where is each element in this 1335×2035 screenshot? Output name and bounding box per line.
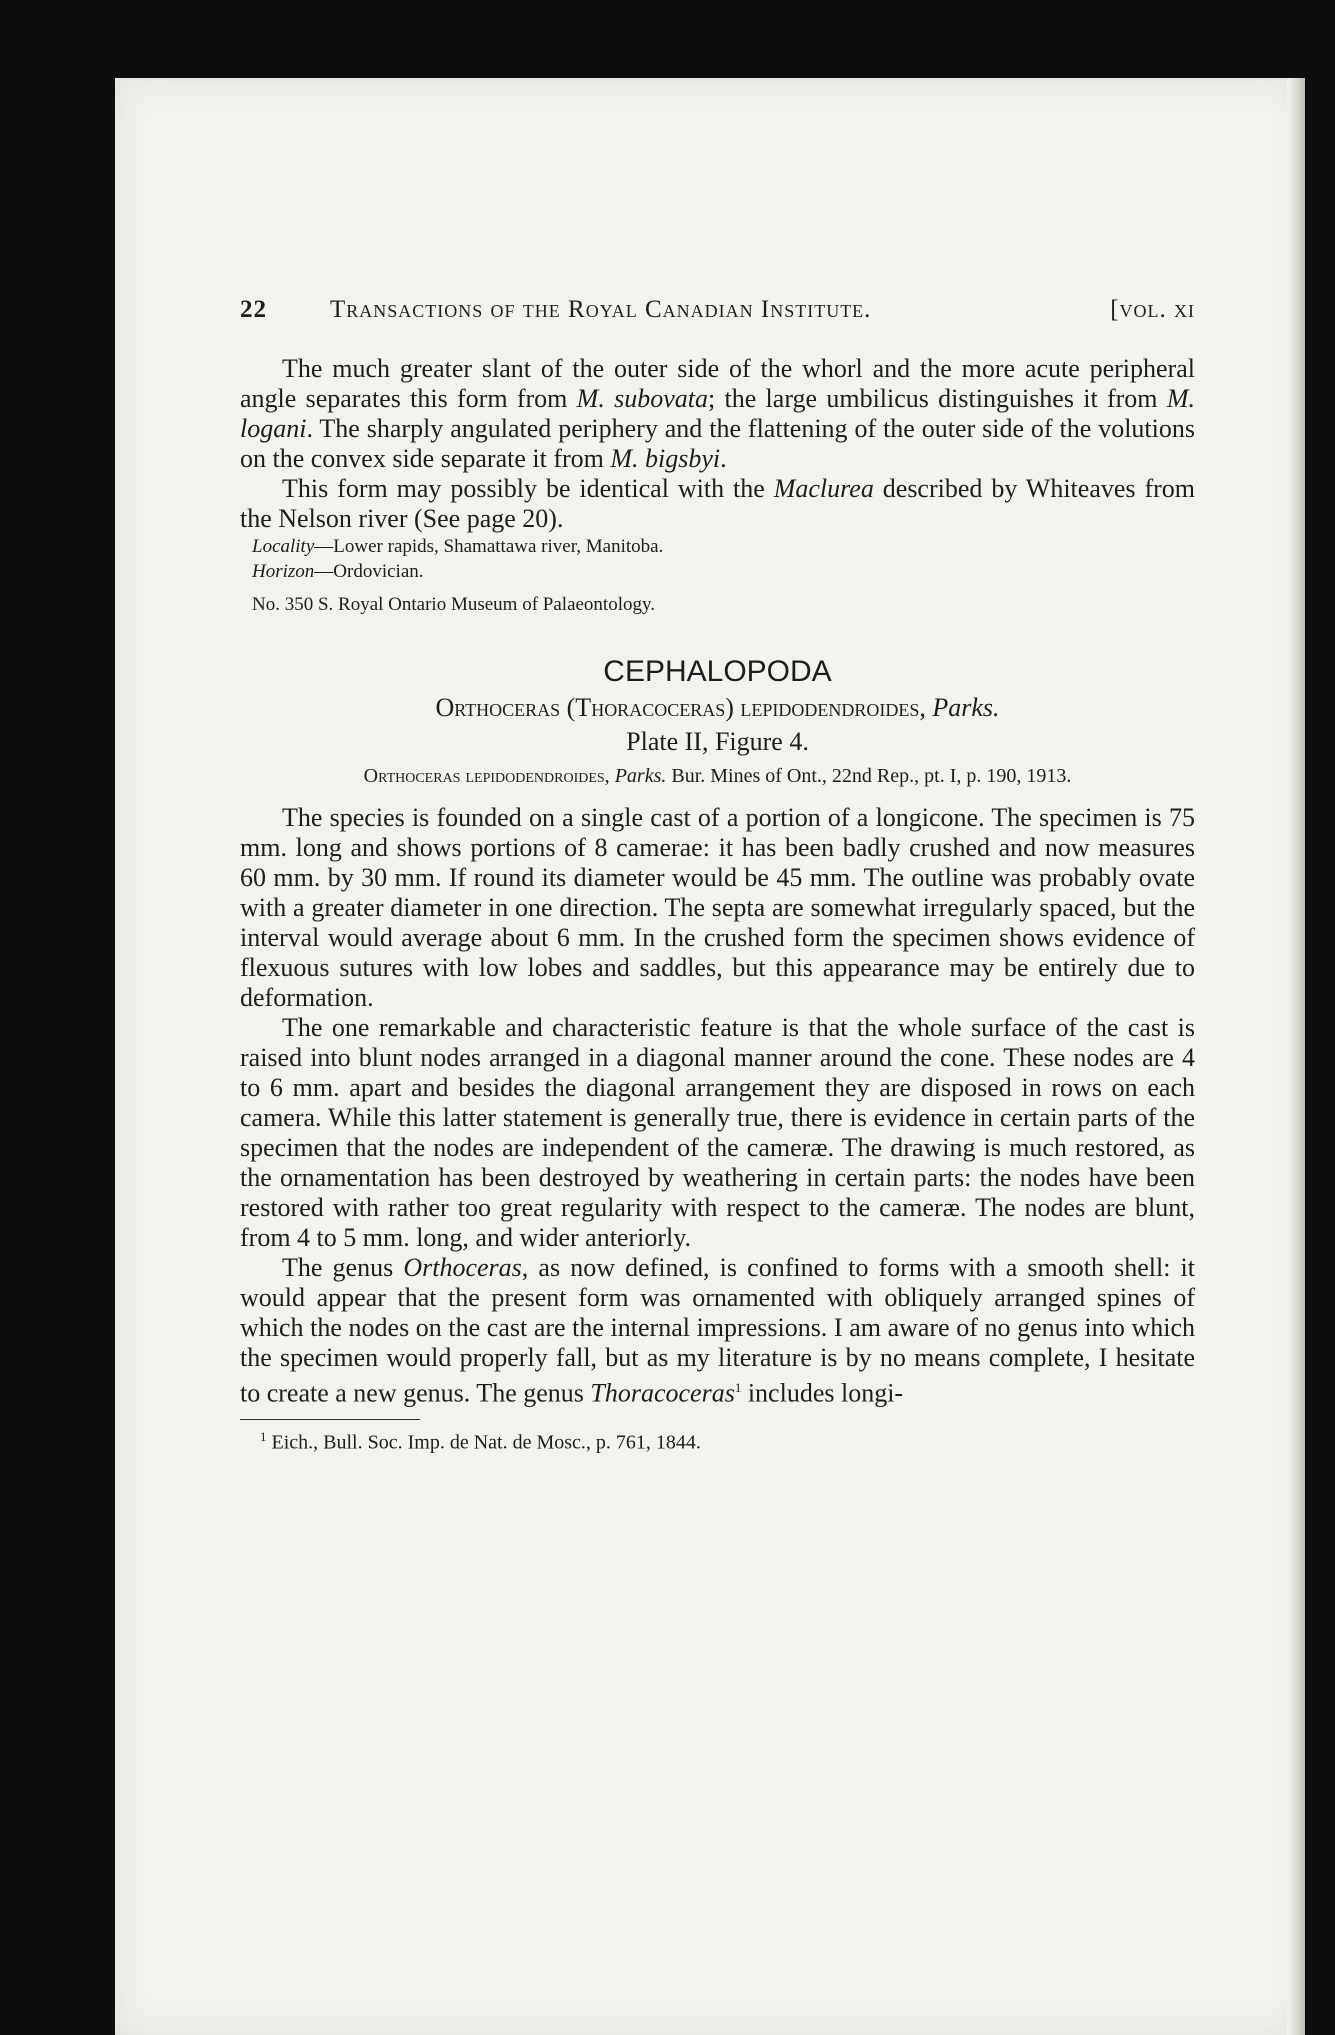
locality-line: Locality—Lower rapids, Shamattawa river, Manitoba. [252,536,664,557]
page-edge [1287,78,1305,2035]
running-head [240,292,1195,328]
description-paragraph-1: The species is founded on a single cast of a portion of a longicone. The specimen is 75 mm. long and shows portions of 8 camerae: it has been badly crushed and now measures 60 mm. by 30 mm. If round its diameter would be 45 mm. The outline was probably ovate with a greater diameter in one direction. The septa are somewhat irregularly spaced, but the interval would average about 6 mm. In the crushed form the specimen shows evidence of flexuous sutures with low lobes and saddles, but this appearance may be entirely due to deformation. [240,803,1195,1012]
horizon-line: Horizon—Ordovician. [252,561,424,582]
museum-line: No. 350 S. Royal Ontario Museum of Palaeontology. [252,594,656,615]
body-text [240,354,1195,1455]
section-heading: CEPHALOPODA [603,655,832,688]
plate-reference: Plate II, Figure 4. [626,727,809,756]
intro-paragraph-1: The much greater slant of the outer side of the whorl and the more acute peripheral angle separates this form from M. subovata; the large umbilicus distinguishes it from M. logani. The sharply angulated periphery and the flattening of the outer side of the volutions on the convex side separate it from M. bigsbyi. [240,354,1195,473]
synonymy: Orthoceras lepidodendroides, Parks. Bur. Mines of Ont., 22nd Rep., pt. I, p. 190, 1913. [363,765,1072,787]
running-title: Transactions of the Royal Canadian Institute. [330,296,872,323]
species-title: Orthoceras (Thoracoceras) lepidodendroides, Parks. [435,693,1000,722]
page-number: 22 [240,296,267,323]
footnote-rule [240,1419,420,1420]
volume-label: [vol. xi [1110,296,1195,323]
intro-paragraph-2: This form may possibly be identical with the Maclurea described by Whiteaves from the Nelson river (See page 20). [240,474,1195,533]
description-paragraph-2: The one remarkable and characteristic feature is that the whole surface of the cast is raised into blunt nodes arranged in a diagonal manner around the cone. These nodes are 4 to 6 mm. apart and besides the diagonal arrangement they are disposed in rows on each camera. While this latter statement is generally true, there is evidence in certain parts of the specimen that the nodes are independent of the cameræ. The drawing is much restored, as the ornamentation has been destroyed by weathering in certain parts: the nodes have been restored with rather too great regularity with respect to the cameræ. The nodes are blunt, from 4 to 5 mm. long, and wider anteriorly. [240,1013,1195,1252]
spacer [240,789,1195,803]
footnote: $^1$ Eich., Bull. Soc. Imp. de Nat. de Mosc., p. 761, 1844. [260,1428,701,1454]
description-paragraph-3: The genus Orthoceras, as now defined, is confined to forms with a smooth shell: it would appear that the present form was ornamented with obliquely arranged spines of which the nodes on the cast are the internal impressions. I am aware of no genus into which the specimen would properly fall, but as my literature is by no means complete, I hesitate to create a new genus. The genus Thoracoceras$^1$ includes longi- [240,1253,1195,1408]
